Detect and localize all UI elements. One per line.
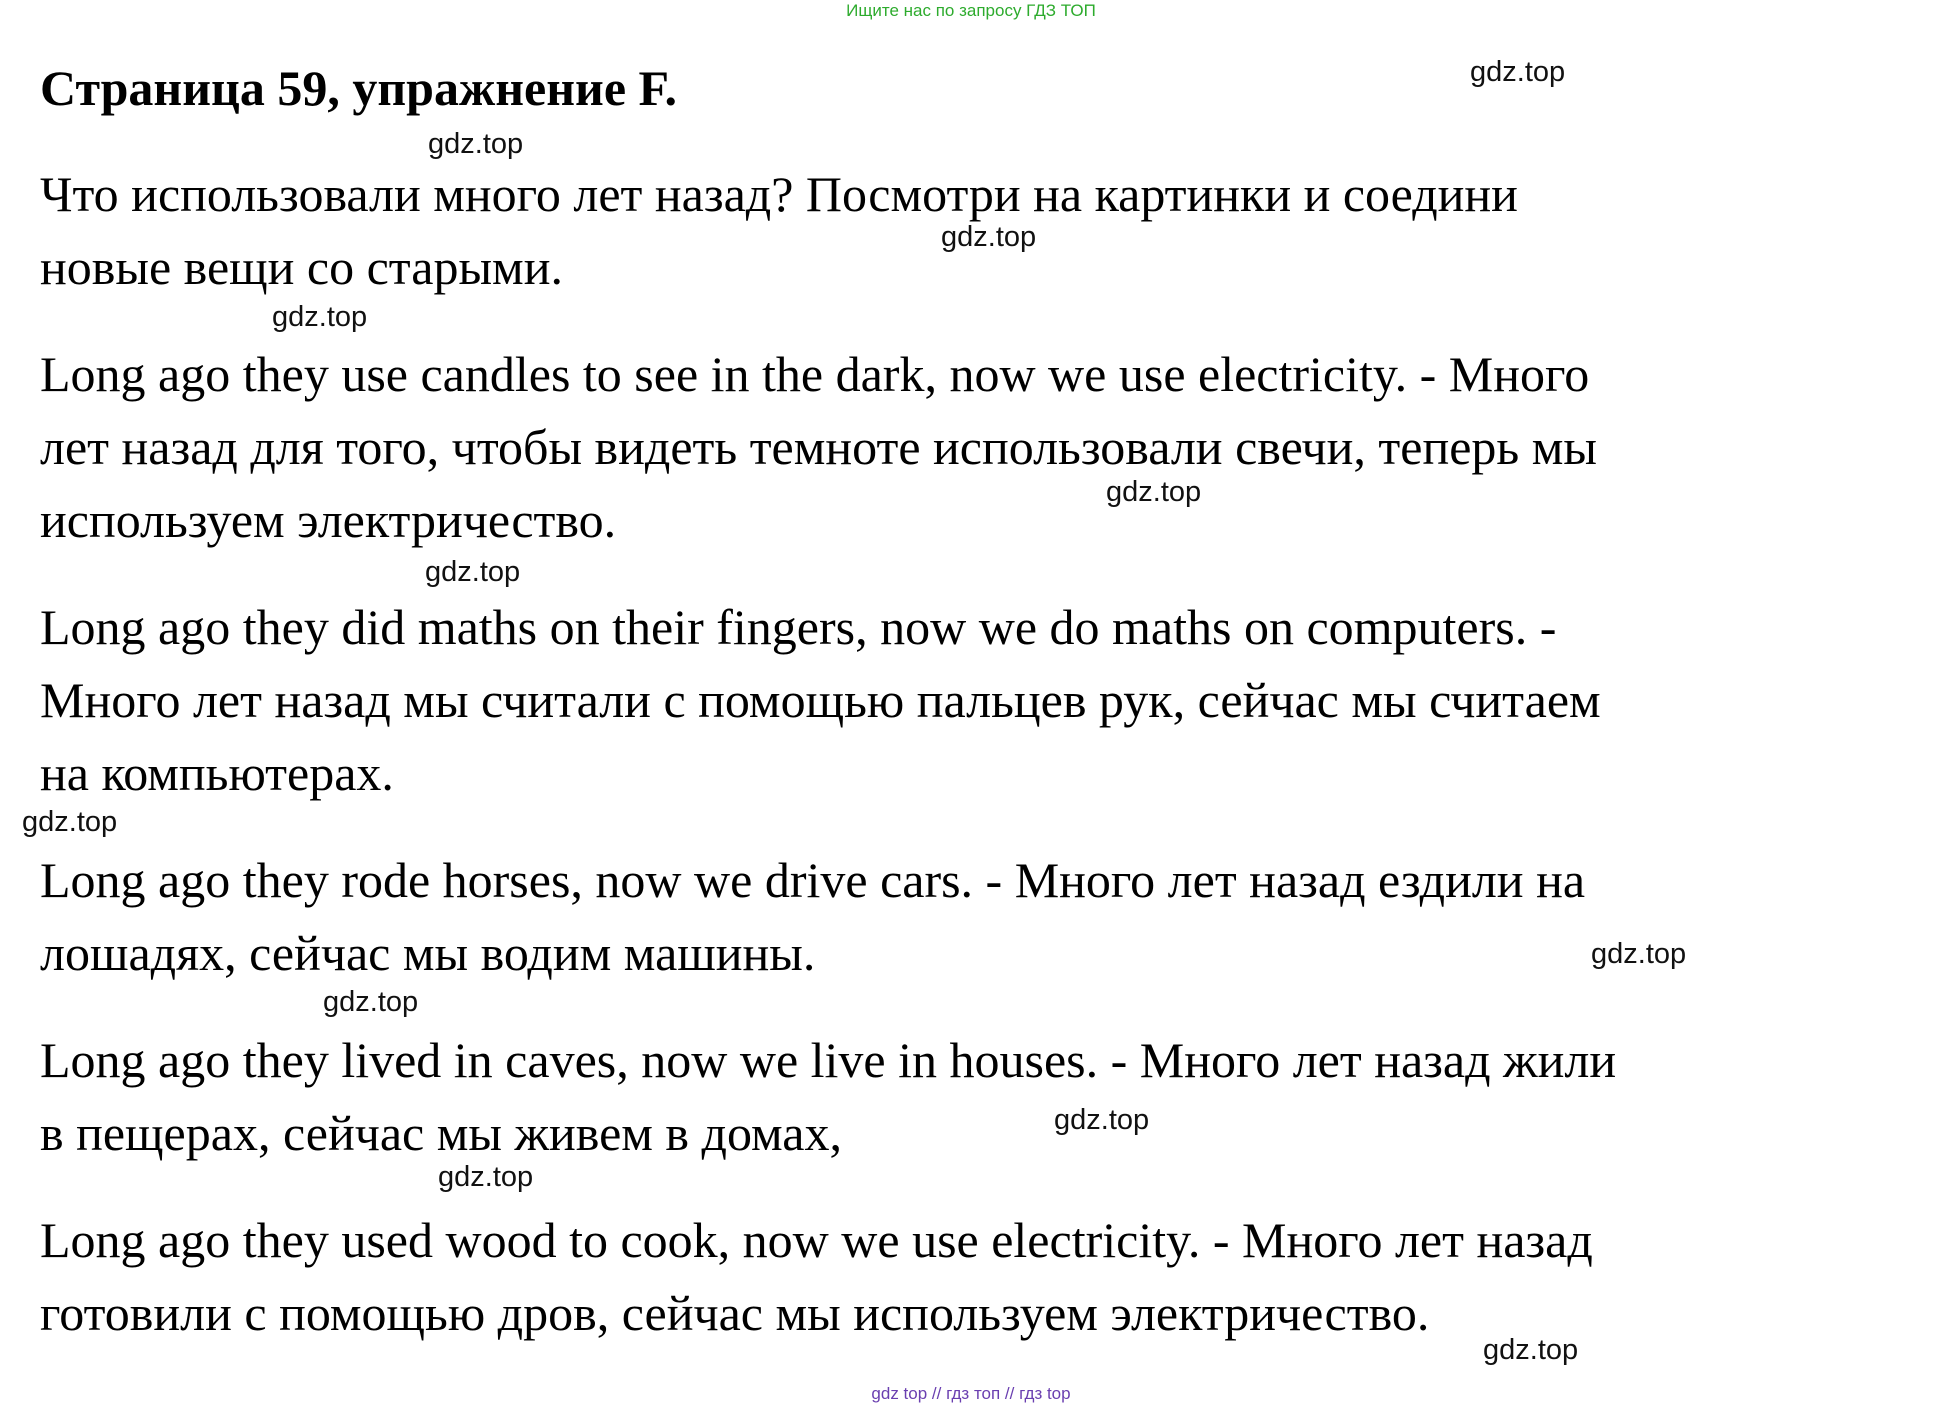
task-line-2: новые вещи со старыми. xyxy=(40,239,563,295)
answer-maths-line-3: на компьютерах. xyxy=(40,745,394,801)
watermark: gdz.top xyxy=(1054,1104,1150,1136)
watermark: gdz.top xyxy=(438,1161,534,1193)
watermark: gdz.top xyxy=(941,221,1037,253)
answer-candles-line-2: лет назад для того, чтобы видеть темноте использовали свечи, теперь мы xyxy=(40,419,1597,475)
answer-caves-line-2: в пещерах, сейчас мы живем в домах, xyxy=(40,1105,843,1161)
answer-horses-line-2: лошадях, сейчас мы водим машины. xyxy=(40,925,816,981)
task-line-1: Что использовали много лет назад? Посмотри на картинки и соедини xyxy=(40,166,1518,222)
watermark: gdz.top xyxy=(1106,476,1202,508)
answer-candles-line-1: Long ago they use candles to see in the dark, now we use electricity. - Много xyxy=(40,346,1590,402)
watermark: gdz.top xyxy=(1591,938,1687,970)
watermark: gdz.top xyxy=(425,556,521,588)
watermark: gdz.top xyxy=(22,806,118,838)
bottom-banner: gdz top // гдз топ // гдз top xyxy=(871,1384,1071,1403)
watermark: gdz.top xyxy=(272,301,368,333)
watermark: gdz.top xyxy=(1470,56,1566,88)
answer-caves-line-1: Long ago they lived in caves, now we live in houses. - Много лет назад жили xyxy=(40,1032,1617,1088)
answer-horses-line-1: Long ago they rode horses, now we drive cars. - Много лет назад ездили на xyxy=(40,852,1586,908)
top-banner: Ищите нас по запросу ГДЗ ТОП xyxy=(846,1,1096,20)
page-title: Страница 59, упражнение F. xyxy=(40,60,677,116)
watermark: gdz.top xyxy=(428,128,524,160)
watermark: gdz.top xyxy=(323,986,419,1018)
answer-maths-line-1: Long ago they did maths on their fingers, now we do maths on computers. - xyxy=(40,599,1557,655)
answer-wood-line-1: Long ago they used wood to cook, now we use electricity. - Много лет назад xyxy=(40,1212,1593,1268)
answer-wood-line-2: готовили с помощью дров, сейчас мы используем электричество. xyxy=(40,1285,1430,1341)
answer-maths-line-2: Много лет назад мы считали с помощью пальцев рук, сейчас мы считаем xyxy=(40,672,1601,728)
answer-candles-line-3: используем электричество. xyxy=(40,492,617,548)
watermark: gdz.top xyxy=(1483,1334,1579,1366)
